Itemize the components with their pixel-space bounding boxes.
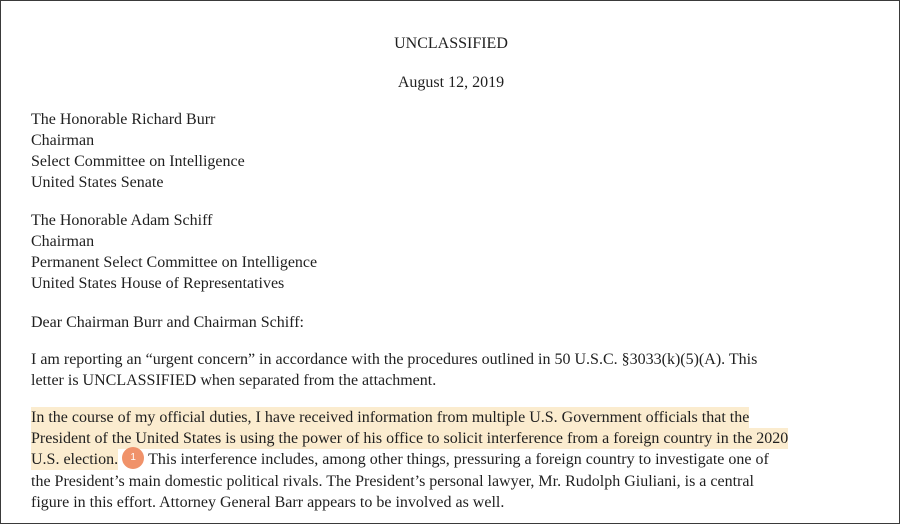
paragraph-line: the President’s main domestic political rivals. The President’s personal lawyer, Mr. Rudolph Giuliani, is a central (31, 473, 754, 491)
paragraph-line: I am reporting an “urgent concern” in accordance with the procedures outlined in 50 U.S.C. §3033(k)(5)(A). This (31, 351, 758, 368)
address-line: Permanent Select Committee on Intelligence (31, 254, 318, 271)
highlighted-text[interactable]: In the course of my official duties, I have received information from multiple U.S. Government officials that the (31, 409, 750, 426)
salutation (31, 312, 876, 333)
paragraph-interference (31, 407, 876, 513)
highlighted-text[interactable]: President of the United States is using the power of his office to solicit interference from a foreign country in the 2020 (31, 430, 789, 447)
paragraph-urgent-concern (31, 349, 876, 391)
paragraph-line: letter is UNCLASSIFIED when separated from the attachment. (31, 372, 437, 389)
salutation-text: Dear Chairman Burr and Chairman Schiff: (31, 314, 304, 331)
address-line: United States Senate (31, 174, 164, 191)
recipient-address-burr (31, 109, 876, 193)
annotation-marker[interactable]: 1 (122, 447, 144, 469)
address-line: Chairman (31, 132, 95, 149)
address-line: Select Committee on Intelligence (31, 153, 245, 170)
classification-heading: UNCLASSIFIED (394, 35, 508, 52)
paragraph-line-fragment: This interference includes, among other things, pressuring a foreign country to investigate one of (148, 451, 769, 468)
address-line: The Honorable Adam Schiff (31, 212, 213, 229)
paragraph-line: figure in this effort. Attorney General Barr appears to be involved as well. (31, 494, 505, 512)
recipient-address-schiff (31, 210, 876, 294)
letter-date: August 12, 2019 (397, 74, 505, 91)
highlighted-text[interactable]: U.S. election. (31, 451, 119, 468)
address-line: United States House of Representatives (31, 275, 285, 292)
address-line: Chairman (31, 233, 95, 250)
address-line: The Honorable Richard Burr (31, 111, 216, 128)
